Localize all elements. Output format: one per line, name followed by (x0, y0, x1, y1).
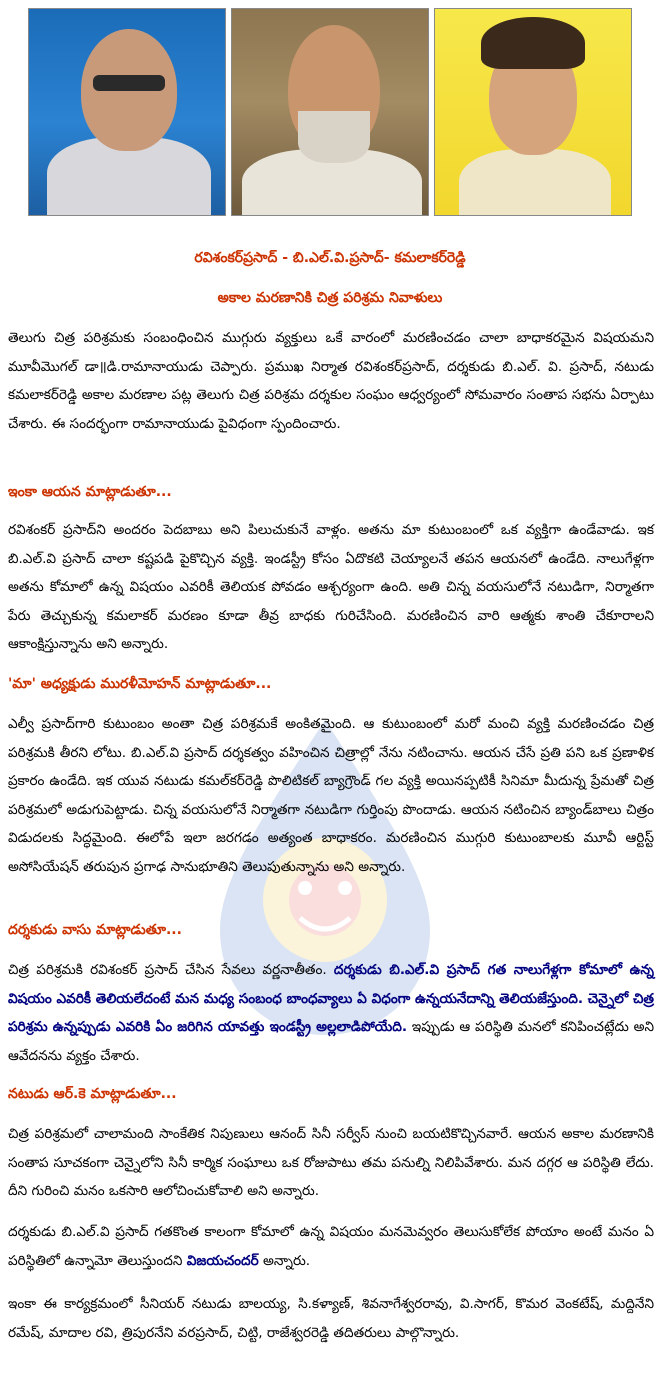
vijayachander-tail: అన్నారు. (258, 1252, 311, 1269)
section-body-muralimohan: ఎల్వీ ప్రసాద్‌గారి కుటుంబం అంతా చిత్ర పరిశ్రమకే అంకితమైంది. ఆ కుటుంబంలో మరో మంచి వ్యక్తి మరణించడం చిత్ర పరిశ్రమకి తీరని లోటు. బి.ఎల్‌.వి ప్రసాద్‌ దర్శకత్వం వహించిన చిత్రాల్లో నేను నటించాను. ఆయన చేసే ప్రతి పని ఒక ప్రణాళిక ప్రకారం ఉండేది. ఇక యువ నటుడు కమల్‌కర్‌రెడ్డి పొలిటికల్‌ బ్యాగ్రౌండ్‌ గల వ్యక్తి అయినప్పటికీ సినిమా మీదున్న ప్రేమతో చిత్ర పరిశ్రమలో అడుగుపెట్టాడు. చిన్న వయసులోనే నిర్మాతగా నటుడిగా గుర్తింపు పొందాడు. ఆయన నటించిన బ్యాండ్‌బాలు చిత్రం విడుదలకు సిద్ధమైంది. ఈలోపే ఇలా జరగడం అత్యంత బాధాకరం. మరణించిన ముగ్గురి కుటుంబాలకు మూవీ ఆర్టిస్ట్‌ అసోసియేషన్‌ తరుపున ప్రగాఢ సానుభూతిని తెలుపుతున్నాను అని అన్నారు. (8, 716, 654, 875)
vijayachander-paragraph (8, 1218, 654, 1275)
vijayachander-name: విజయచందర్‌ (186, 1252, 259, 1269)
intro-paragraph: తెలుగు చిత్ర పరిశ్రమకు సంబంధించిన ముగ్గురు వ్యక్తులు ఒకే వారంలో మరణించడం చాలా బాధాకరమైన విషయమని మూవీమొగల్‌ డా॥డి.రామానాయుడు చెప్పారు. ప్రముఖ నిర్మాత రవిశంకర్‌ప్రసాద్‌, దర్శకుడు బి.ఎల్‌. వి. ప్రసాద్‌, నటుడు కమలాకర్‌రెడ్డి అకాల మరణాల పట్ల తెలుగు చిత్ర పరిశ్రమ దర్శకుల సంఘం ఆధ్వర్యంలో సోమవారం సంతాప సభను ఏర్పాటు చేశారు. ఈ సందర్భంగా రామానాయుడు పైవిధంగా స్పందించారు. (8, 330, 654, 432)
photo-kamalakar-reddy (434, 8, 632, 216)
vasu-text-tail: ఇప్పుడు ఆ పరిస్థితి మనలో కనిపించట్లేదు అని ఆవేదనను వ్యక్తం చేశారు. (8, 1019, 655, 1064)
photo-figure-body (459, 149, 611, 216)
article-subtitle: అకాల మరణానికి చిత్ర పరిశ్రమ నివాళులు (217, 290, 443, 306)
section-body-rk: చిత్ర పరిశ్రమలో చాలామంది సాంకేతిక నిపుణులు ఆనంద్‌ సినీ సర్వీస్‌ నుంచి బయటికొచ్చినవారే. ఆయన అకాల మరణానికి సంతాప సూచకంగా చెన్నైలోని సినీ కార్మిక సంఘాలు ఒక రోజుపాటు తమ పనుల్ని నిలిపివేశారు. మన దగ్గర ఆ పరిస్థితి లేదు. దీని గురించి మనం ఒకసారి ఆలోచించుకోవాలి అని అన్నారు. (8, 1126, 654, 1199)
photo-figure-hair (481, 17, 585, 69)
photo-strip (28, 8, 632, 216)
section-heading-ramanaidu: ఇంకా ఆయన మాట్లాడుతూ... (8, 484, 172, 500)
vasu-text-highlight: దర్శకుడు బి.ఎల్‌.వి ప్రసాద్‌ గత నాలుగేళ్లగా కోమాలో ఉన్న విషయం ఎవరికీ తెలియలేదంటే మన మధ్య సంబంధ బాంధవ్యాలు ఏ విధంగా ఉన్నయనేదాన్ని తెలియజేస్తుంది. చెన్నైలో చిత్ర పరిశ్రమ ఉన్నప్పుడు ఎవరికి ఏం జరిగిన యావత్తు ఇండస్ట్రీ అల్లలాడిపోయేది. (8, 962, 654, 1035)
photo-figure-glasses (93, 75, 165, 91)
section-heading-rk: నటుడు ఆర్‌.కె మాట్లాడుతూ... (8, 1086, 177, 1102)
photo-figure-beard (298, 111, 370, 163)
vijayachander-text: దర్శకుడు బి.ఎల్‌.వి ప్రసాద్‌ గతకొంత కాలంగా కోమాలో ఉన్న విషయం మనమెవ్వరం తెలుసుకోలేక పోయాం అంటే మనం ఏ పరిస్థితిలో ఉన్నామో తెలుస్తుందని (8, 1224, 654, 1269)
closing-paragraph: ఇంకా ఈ కార్యక్రమంలో సీనియర్‌ నటుడు బాలయ్య, సి.కళ్యాణ్‌, శివనాగేశ్వరరావు, వి.సాగర్‌, కొమర వెంకటేష్‌, మద్దినేని రమేష్‌, మాదాల రవి, త్రిపురనేని వరప్రసాద్‌, చిట్టి, రాజేశ్వరరెడ్డి తదితరులు పాల్గొన్నారు. (8, 1296, 654, 1341)
section-heading-muralimohan: 'మా' అధ్యక్షుడు మురళీమోహన్‌ మాట్లాడుతూ... (8, 676, 272, 692)
photo-blv-prasad (231, 8, 429, 216)
section-heading-vasu: దర్శకుడు వాసు మాట్లాడుతూ... (8, 922, 182, 938)
photo-ravishankar-prasad (28, 8, 226, 216)
section-body-ramanaidu: రవిశంకర్‌ ప్రసాద్‌ని అందరం పెదబాబు అని పిలుచుకునే వాళ్లం. అతను మా కుటుంబంలో ఒక వ్యక్తిగా ఉండేవాడు. ఇక బి.ఎల్‌.వి ప్రసాద్‌ చాలా కష్టపడి పైకొచ్చిన వ్యక్తి. ఇండస్ట్రీ కోసం ఏదొకటి చెయ్యాలనే తపన ఆయనలో ఉండేది. నాలుగేళ్లగా అతను కోమాలో ఉన్న విషయం ఎవరికీ తెలియక పోవడం ఆశ్చర్యంగా ఉంది. అతి చిన్న వయసులోనే నటుడిగా, నిర్మాతగా పేరు తెచ్చుకున్న కమలాకర్‌ మరణం కూడా తీవ్ర బాధకు గురిచేసింది. మరణించిన వారి ఆత్మకు శాంతి చేకూరాలని ఆకాంక్షిస్తున్నాను అని అన్నారు. (8, 522, 654, 652)
vasu-text-plain: చిత్ర పరిశ్రమకి రవిశంకర్‌ ప్రసాద్‌ చేసిన సేవలు వర్ణనాతీతం. (8, 962, 334, 978)
section-body-vasu (8, 956, 654, 1070)
article-title: రవిశంకర్‌ప్రసాద్‌ - బి.ఎల్‌.వి.ప్రసాద్‌- కమలాకర్‌రెడ్డి (194, 250, 466, 266)
